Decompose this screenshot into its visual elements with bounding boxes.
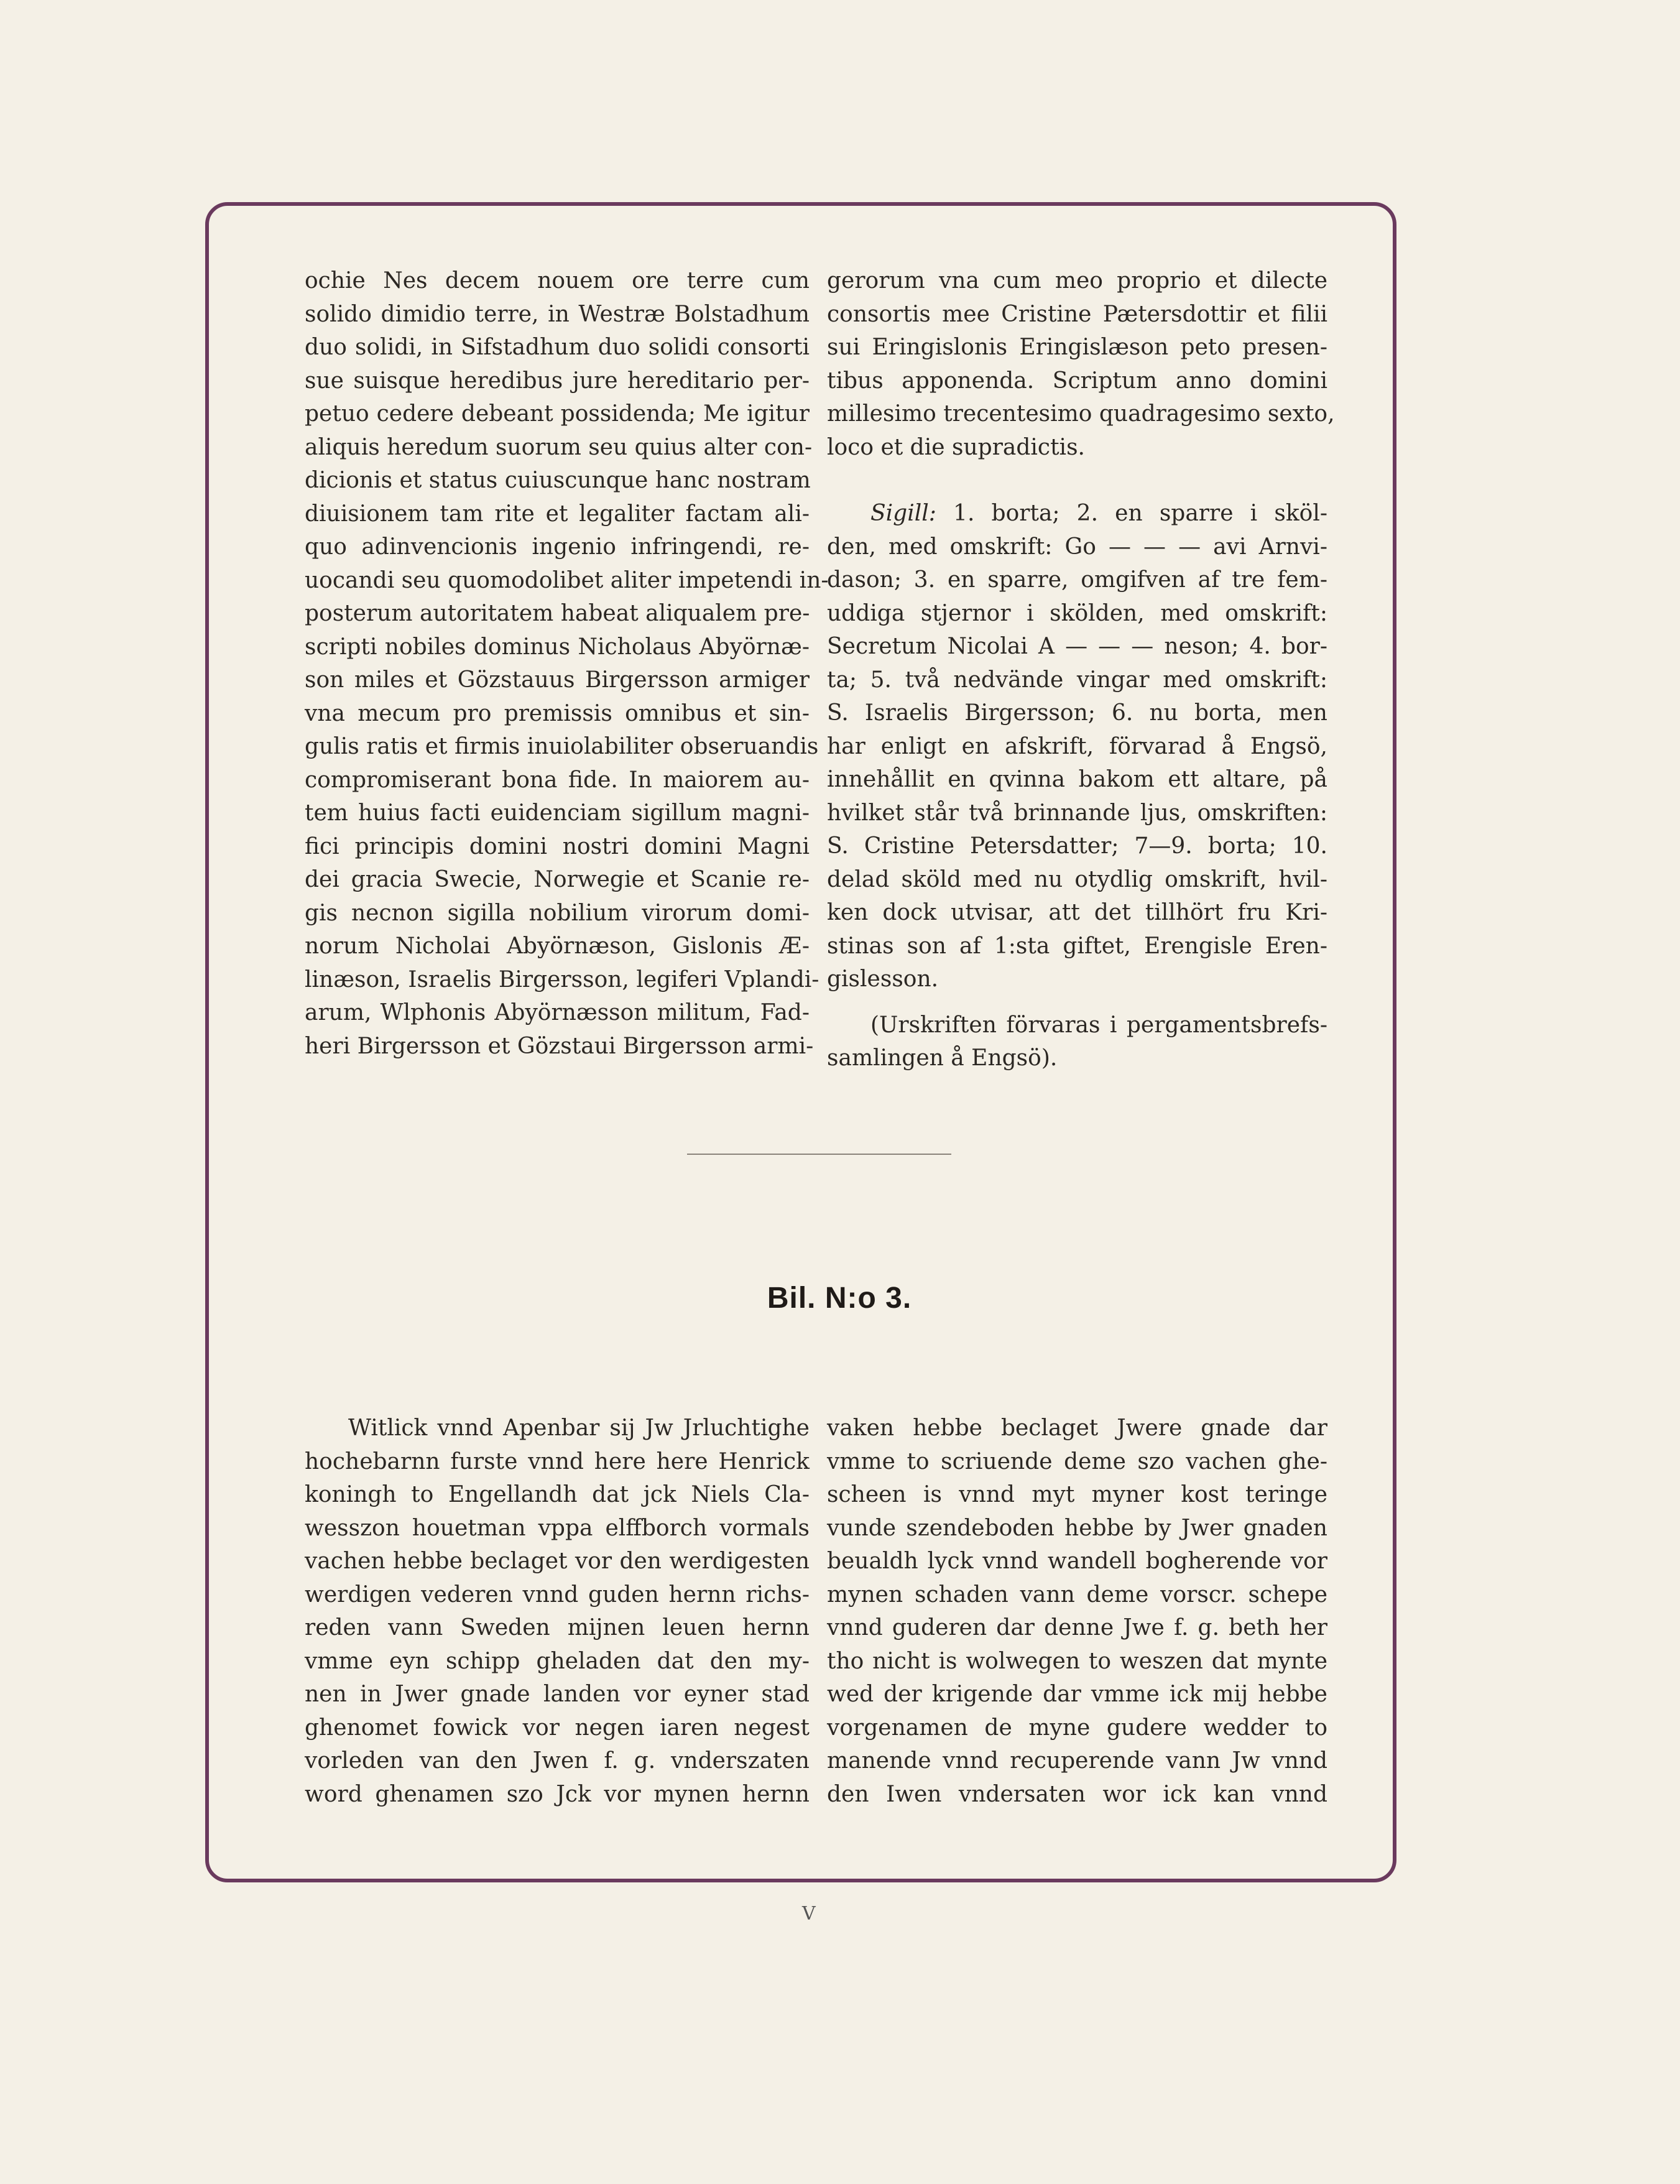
text-line: dason; 3. en sparre, omgifven af tre fem-: [827, 567, 1327, 593]
text-line: loco et die supradictis.: [827, 434, 1085, 460]
text-line: son miles et Gözstauus Birgersson armiger: [305, 667, 810, 693]
text-line: wesszon houetman vppa elffborch vormals: [305, 1515, 810, 1541]
text-line: linæson, Israelis Birgersson, legiferi Vplandi-: [305, 966, 819, 993]
text-line: vachen hebbe beclaget vor den werdigesten: [305, 1548, 810, 1574]
text-line: S. Israelis Birgersson; 6. nu borta, men: [827, 700, 1327, 726]
text-line: ochie Nes decem nouem ore terre cum: [305, 268, 810, 294]
text-line: heri Birgersson et Gözstaui Birgersson armi-: [305, 1033, 814, 1059]
text-line: vna mecum pro premissis omnibus et sin-: [305, 700, 810, 726]
text-line: manende vnnd recuperende vann Jw vnnd: [827, 1748, 1327, 1774]
text-line: tem huius facti euidenciam sigillum magni-: [305, 800, 810, 826]
text-line: petuo cedere debeant possidenda; Me igitur: [305, 401, 810, 427]
text-line: den, med omskrift: Go — — — avi Arnvi-: [827, 534, 1327, 560]
text-line: tho nicht is wolwegen to weszen dat mynte: [827, 1648, 1327, 1674]
text-line: beualdh lyck vnnd wandell bogherende vor: [827, 1548, 1327, 1574]
text-line: ghenomet fowick vor negen iaren negest: [305, 1714, 810, 1741]
text-line: Witlick vnnd Apenbar sij Jw Jrluchtighe: [348, 1415, 810, 1441]
text-line: scheen is vnnd myt myner kost teringe: [827, 1482, 1327, 1507]
text-line: (Urskriften förvaras i pergamentsbrefs-: [870, 1012, 1327, 1038]
appendix-heading: Bil. N:o 3.: [767, 1282, 912, 1315]
text-line: tibus apponenda. Scriptum anno domini: [827, 368, 1327, 394]
text-line: stinas son af 1:sta giftet, Erengisle Eren-: [827, 933, 1327, 959]
text-line: consortis mee Cristine Pætersdottir et filii: [827, 301, 1327, 327]
latin-text-column-right: [827, 264, 1335, 1075]
text-line: mynen schaden vann deme vorscr. schepe: [827, 1581, 1327, 1608]
text-line: ken dock utvisar, att det tillhört fru Kri-: [827, 900, 1327, 925]
text-line: gislesson.: [827, 966, 939, 992]
text-line: quo adinvencionis ingenio infringendi, re-: [305, 534, 810, 560]
text-line: reden vann Sweden mijnen leuen hernn: [305, 1615, 810, 1640]
text-line: duo solidi, in Sifstadhum duo solidi consorti: [305, 335, 810, 360]
text-line: delad sköld med nu otydlig omskrift, hvil-: [827, 866, 1327, 892]
text-line: vmme eyn schipp gheladen dat den my-: [305, 1648, 810, 1674]
text-line: vorgenamen de myne gudere wedder to: [827, 1714, 1327, 1741]
text-line: vunde szendeboden hebbe by Jwer gnaden: [827, 1515, 1327, 1541]
text-line: norum Nicholai Abyörnæson, Gislonis Æ-: [305, 933, 810, 959]
text-line: scripti nobiles dominus Nicholaus Abyörnæ-: [305, 634, 810, 660]
text-line: den Iwen vndersaten wor ick kan vnnd: [827, 1781, 1327, 1807]
text-line: gis necnon sigilla nobilium virorum domi-: [305, 900, 810, 926]
text-line: arum, Wlphonis Abyörnæsson militum, Fad-: [305, 1000, 810, 1025]
text-line: gulis ratis et firmis inuiolabiliter obseruandis: [305, 734, 819, 759]
sigill-label: Sigill:: [870, 501, 936, 526]
text-line: dicionis et status cuiuscunque hanc nostram: [305, 468, 811, 493]
text-line: solido dimidio terre, in Westræ Bolstadhum: [305, 301, 810, 327]
text-line: samlingen å Engsö).: [827, 1045, 1058, 1071]
text-line: sui Eringislonis Eringislæson peto presen-: [827, 335, 1327, 360]
text-line: uocandi seu quomodolibet aliter impetendi in-: [305, 567, 829, 593]
text-line: ta; 5. två nedvände vingar med omskrift:: [827, 667, 1327, 693]
text-line: nen in Jwer gnade landen vor eyner stad: [305, 1682, 810, 1707]
text-line: hochebarnn furste vnnd here here Henrick: [305, 1448, 810, 1474]
text-line: vnnd guderen dar denne Jwe f. g. beth her: [827, 1615, 1327, 1640]
text-line: S. Cristine Petersdatter; 7—9. borta; 10.: [827, 833, 1327, 859]
german-text-column-left: [305, 1412, 810, 1811]
text-line: millesimo trecentesimo quadragesimo sexto,: [827, 401, 1335, 427]
latin-text-column-left: [305, 264, 829, 1063]
text-line: vaken hebbe beclaget Jwere gnade dar: [827, 1415, 1327, 1441]
text-line: Secretum Nicolai A — — — neson; 4. bor-: [827, 634, 1327, 659]
section-divider-rule: [687, 1154, 951, 1155]
folio-mark: V: [802, 1903, 816, 1925]
text-line: har enligt en afskrift, förvarad å Engsö,: [827, 733, 1327, 759]
text-line: werdigen vederen vnnd guden hernn richs-: [305, 1581, 810, 1608]
text-line: aliquis heredum suorum seu quius alter con-: [305, 434, 813, 460]
text-line: diuisionem tam rite et legaliter factam ali-: [305, 501, 810, 527]
text-line: compromiserant bona fide. In maiorem au-: [305, 767, 810, 793]
text-line: [827, 497, 1327, 530]
german-text-column-right: [827, 1412, 1327, 1811]
text-line: hvilket står två brinnande ljus, omskriften:: [827, 800, 1327, 826]
text-line: posterum autoritatem habeat aliqualem pre-: [305, 601, 810, 626]
text-line: gerorum vna cum meo proprio et dilecte: [827, 268, 1327, 294]
text-line: vorleden van den Jwen f. g. vnderszaten: [305, 1748, 810, 1774]
text-line: koningh to Engellandh dat jck Niels Cla-: [305, 1482, 810, 1507]
text-line: wed der krigende dar vmme ick mij hebbe: [827, 1682, 1327, 1707]
text-line: sue suisque heredibus jure hereditario per-: [305, 368, 810, 394]
text-line: fici principis domini nostri domini Magni: [305, 833, 810, 859]
text-line: innehållit en qvinna bakom ett altare, på: [827, 767, 1327, 792]
text-line: word ghenamen szo Jck vor mynen hernn: [305, 1781, 810, 1807]
sigill-text: 1. borta; 2. en sparre i sköl-: [936, 501, 1327, 526]
text-line: dei gracia Swecie, Norwegie et Scanie re-: [305, 867, 810, 892]
text-line: uddiga stjernor i skölden, med omskrift:: [827, 600, 1327, 626]
text-line: vmme to scriuende deme szo vachen ghe-: [827, 1448, 1327, 1474]
